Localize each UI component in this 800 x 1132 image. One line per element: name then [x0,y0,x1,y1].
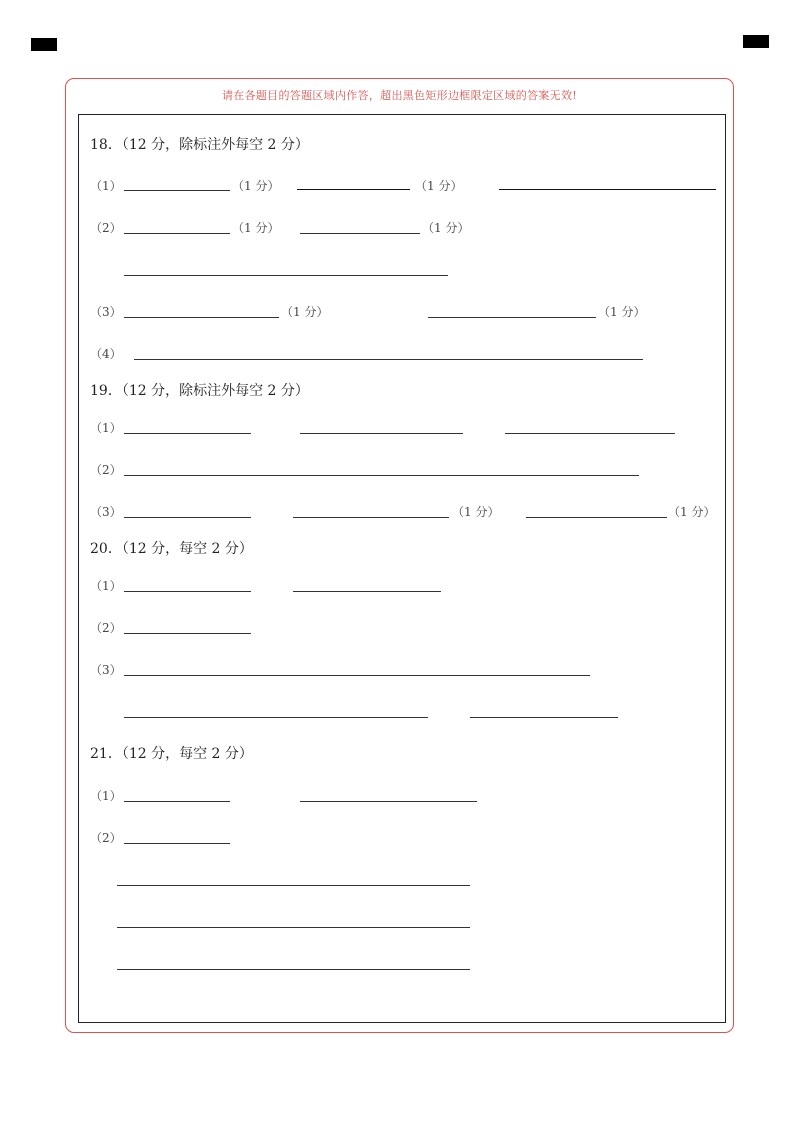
q18-part2-blank-1[interactable] [124,233,230,234]
q18-part1-blank-3[interactable] [499,189,716,190]
q21-part2-blank-4[interactable] [117,969,470,970]
q18-part1-blank-2[interactable] [297,189,410,190]
q19-part1-label: （1） [90,421,122,435]
q19-part3-blank-2[interactable] [293,517,449,518]
q18-part3-score-1: （1 分） [281,305,329,319]
q18-part2-score-2: （1 分） [422,221,470,235]
q21-part1-label: （1） [90,789,122,803]
registration-marker-right [743,35,769,48]
q19-part2-blank[interactable] [124,475,639,476]
q21-part2-blank-1[interactable] [124,843,230,844]
q19-part3-score-1: （1 分） [452,505,500,519]
question-21-title: 21．（12 分，每空 2 分） [90,746,253,762]
q18-part1-score-1: （1 分） [232,179,280,193]
q21-part1-blank-1[interactable] [124,801,230,802]
q20-part1-blank-2[interactable] [293,591,441,592]
q19-part3-label: （3） [90,505,122,519]
q18-part2-score-1: （1 分） [232,221,280,235]
q21-part1-blank-2[interactable] [300,801,477,802]
q18-part3-label: （3） [90,305,122,319]
registration-marker-left [31,38,57,51]
q18-part2-blank-2[interactable] [300,233,420,234]
q18-part1-score-2: （1 分） [415,179,463,193]
q20-part3-label: （3） [90,663,122,677]
q18-part2-label: （2） [90,221,122,235]
q20-part1-blank-1[interactable] [124,591,251,592]
answer-box [78,114,726,1023]
q18-part4-label: （4） [90,347,122,361]
q20-part2-label: （2） [90,621,122,635]
q18-part4-blank[interactable] [134,359,643,360]
q18-part3-score-2: （1 分） [598,305,646,319]
q19-part1-blank-2[interactable] [300,433,463,434]
question-18-title: 18．（12 分，除标注外每空 2 分） [90,137,309,153]
question-19-title: 19．（12 分，除标注外每空 2 分） [90,383,309,399]
q20-part2-blank[interactable] [124,633,251,634]
q19-part2-label: （2） [90,463,122,477]
q18-part3-blank-2[interactable] [428,317,596,318]
answer-region-warning: 请在各题目的答题区域内作答，超出黑色矩形边框限定区域的答案无效! [221,89,578,102]
q19-part3-score-2: （1 分） [668,505,716,519]
q18-part3-blank-1[interactable] [124,317,279,318]
q18-part2-blank-3[interactable] [124,275,448,276]
q19-part1-blank-1[interactable] [124,433,251,434]
q20-part1-label: （1） [90,579,122,593]
q21-part2-blank-3[interactable] [117,927,470,928]
q20-part3-blank-1[interactable] [124,675,590,676]
q20-part3-blank-2[interactable] [124,717,428,718]
q21-part2-label: （2） [90,831,122,845]
question-20-title: 20．（12 分，每空 2 分） [90,541,253,557]
q19-part3-blank-1[interactable] [124,517,251,518]
q19-part1-blank-3[interactable] [505,433,675,434]
q18-part1-blank-1[interactable] [124,190,230,191]
q18-part1-label: （1） [90,179,122,193]
q19-part3-blank-3[interactable] [526,517,667,518]
q20-part3-blank-3[interactable] [470,717,618,718]
q21-part2-blank-2[interactable] [117,885,470,886]
